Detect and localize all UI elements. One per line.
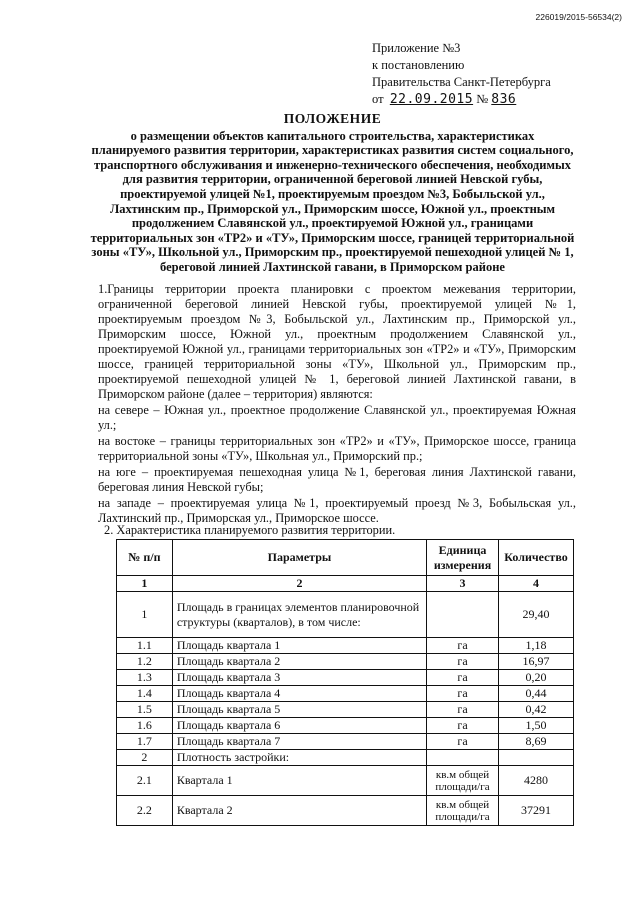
- row-param: Площадь квартала 1: [172, 638, 426, 654]
- header-params: Параметры: [172, 540, 426, 576]
- row-unit: га: [427, 638, 499, 654]
- row-param: Квартала 1: [172, 766, 426, 796]
- row-unit: га: [427, 718, 499, 734]
- table-row: [117, 686, 574, 702]
- row-qty: 4280: [499, 766, 574, 796]
- row-qty: 1,50: [499, 718, 574, 734]
- row-unit: кв.м общей площади/га: [427, 796, 499, 826]
- boundary-north: на севере – Южная ул., проектное продолжение Славянской ул., проектируемая Южная ул.;: [98, 403, 576, 432]
- boundary-east: на востоке – границы территориальных зон «ТР2» и «ТУ», Приморское шоссе, граница территориальной зоны «ТУ», Школьная ул., Приморский пр.;: [98, 434, 576, 463]
- row-num: 1.6: [117, 718, 173, 734]
- col-number: 1: [117, 576, 173, 592]
- row-qty: 29,40: [499, 592, 574, 638]
- row-qty: 37291: [499, 796, 574, 826]
- table-row: [117, 718, 574, 734]
- row-unit: га: [427, 702, 499, 718]
- col-number: 2: [172, 576, 426, 592]
- row-param: Площадь квартала 7: [172, 734, 426, 750]
- row-qty: 1,18: [499, 638, 574, 654]
- row-num: 1.1: [117, 638, 173, 654]
- row-unit: га: [427, 670, 499, 686]
- table-row: [117, 638, 574, 654]
- col-number: 3: [427, 576, 499, 592]
- header-qty: Количество: [499, 540, 574, 576]
- appendix-number: 836: [491, 92, 517, 107]
- row-num: 2.1: [117, 766, 173, 796]
- row-qty: 0,44: [499, 686, 574, 702]
- row-param: Площадь квартала 2: [172, 654, 426, 670]
- row-param: Площадь квартала 3: [172, 670, 426, 686]
- row-unit: га: [427, 654, 499, 670]
- row-unit: кв.м общей площади/га: [427, 766, 499, 796]
- appendix-date: 22.09.2015: [389, 92, 474, 107]
- boundary-south: на юге – проектируемая пешеходная улица №1, береговая линия Лахтинской гавани, береговая линия Невской губы;: [98, 465, 576, 494]
- row-unit: га: [427, 686, 499, 702]
- row-num: 2: [117, 750, 173, 766]
- row-qty: [499, 750, 574, 766]
- header-num: № п/п: [117, 540, 173, 576]
- document-number: 226019/2015-56534(2): [535, 12, 622, 22]
- row-param: Площадь в границах элементов планировочной структуры (кварталов), в том числе:: [172, 592, 426, 638]
- table-row: [117, 670, 574, 686]
- row-qty: 0,42: [499, 702, 574, 718]
- document-heading: ПОЛОЖЕНИЕ: [283, 111, 382, 126]
- row-num: 1.2: [117, 654, 173, 670]
- boundaries-intro: 1.Границы территории проекта планировки с проектом межевания территории, ограниченной береговой линией Невской губы, проектируемой улицей №1, проектируемым проездом №3, Бобыльской ул., Лахтинским пр., Приморской ул., Приморским шоссе, Южной ул., проектным продолжением Славянской ул., проектируемой Южной ул., границами территориальных зон «ТР2» и «ТУ», Приморским шоссе, границей территориальной зоны «ТУ», Школьной ул., Приморским пр., проектируемой пешеходной улицей № 1, береговой линией Лахтинской гавани, в Приморском районе (далее – территория) являются:: [98, 282, 576, 401]
- row-param: Площадь квартала 4: [172, 686, 426, 702]
- characteristics-table: [116, 539, 574, 826]
- appendix-date-line: [372, 91, 551, 108]
- header-unit: Единица измерения: [427, 540, 499, 576]
- row-num: 2.2: [117, 796, 173, 826]
- row-unit: га: [427, 734, 499, 750]
- row-qty: 8,69: [499, 734, 574, 750]
- row-param: Квартала 2: [172, 796, 426, 826]
- appendix-line-1: Приложение №3: [372, 41, 461, 55]
- row-param: Плотность застройки:: [172, 750, 426, 766]
- appendix-line-3: Правительства Санкт-Петербурга: [372, 75, 551, 89]
- table-row: [117, 796, 574, 826]
- row-qty: 0,20: [499, 670, 574, 686]
- table-numbering-row: [117, 576, 574, 592]
- row-num: 1: [117, 592, 173, 638]
- row-qty: 16,97: [499, 654, 574, 670]
- document-subtitle: о размещении объектов капитального строительства, характеристиках планируемого развития территории, характеристиках развития систем социального, транспортного обслуживания и инженерно-технического обеспечения, необходимых для развития территории, ограниченной береговой линией Невской губы, проектируемой улицей №1, проектируемым проездом №3, Бобыльской ул., Лахтинским пр., Приморской ул., Приморским шоссе, Южной ул., проектным продолжением Славянской ул., проектируемой Южной ул., границами территориальных зон «ТР2» и «ТУ», Приморским шоссе, границей территориальной зоны «ТУ», Школьной ул., Приморским пр., проектируемой пешеходной улицей № 1, береговой линией Лахтинской гавани, в Приморском районе: [90, 128, 575, 274]
- col-number: 4: [499, 576, 574, 592]
- table-row: [117, 654, 574, 670]
- row-unit: [427, 750, 499, 766]
- appendix-block: [372, 40, 551, 108]
- table-row: [117, 702, 574, 718]
- row-param: Площадь квартала 6: [172, 718, 426, 734]
- table-row: [117, 766, 574, 796]
- number-sign: №: [476, 92, 489, 106]
- table-row: [117, 750, 574, 766]
- table-row: [117, 734, 574, 750]
- boundaries-section: [98, 282, 576, 527]
- row-param: Площадь квартала 5: [172, 702, 426, 718]
- row-num: 1.7: [117, 734, 173, 750]
- table-row: [117, 592, 574, 638]
- row-unit: [427, 592, 499, 638]
- appendix-line-2: к постановлению: [372, 58, 465, 72]
- row-num: 1.5: [117, 702, 173, 718]
- title-block: [90, 112, 575, 275]
- boundary-west: на западе – проектируемая улица №1, проектируемый проезд №3, Бобыльская ул., Лахтинский пр., Приморская ул., Приморское шоссе.: [98, 496, 576, 525]
- section-2-title: 2. Характеристика планируемого развития территории.: [104, 523, 396, 537]
- table-header-row: [117, 540, 574, 576]
- row-num: 1.4: [117, 686, 173, 702]
- row-num: 1.3: [117, 670, 173, 686]
- date-prefix: от: [372, 92, 384, 106]
